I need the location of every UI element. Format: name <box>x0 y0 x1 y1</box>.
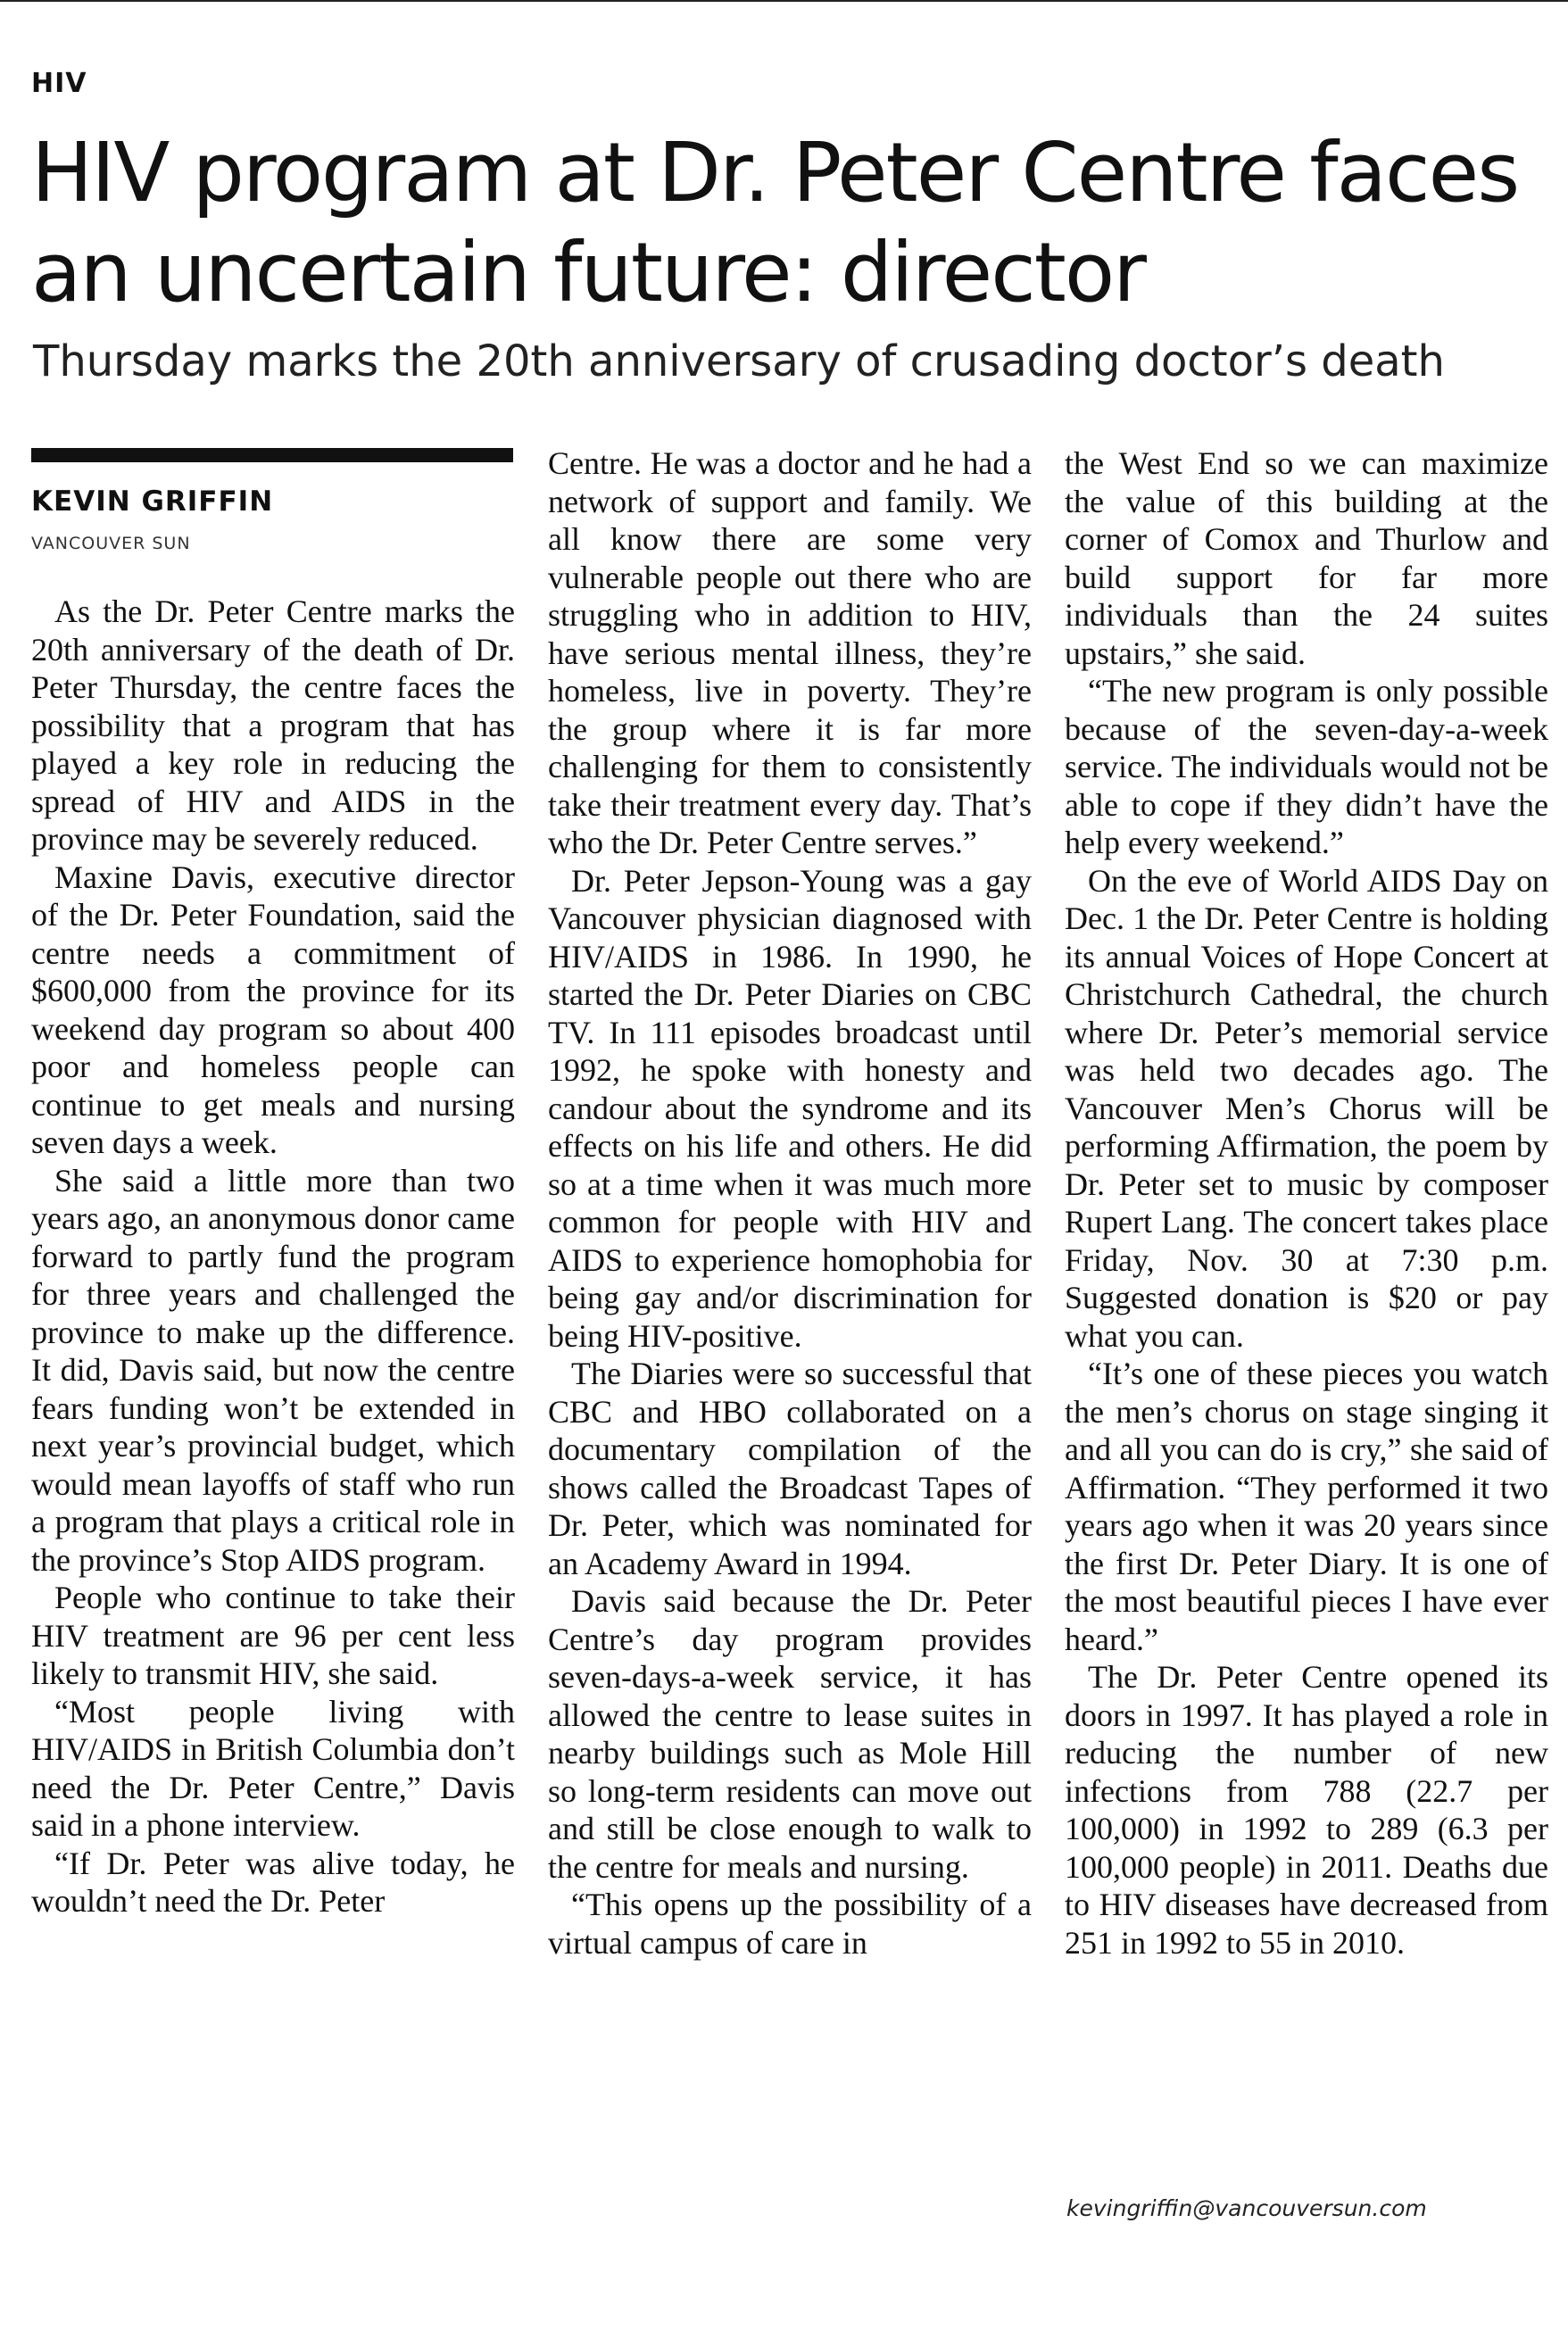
byline-author: KEVIN GRIFFIN <box>31 485 274 518</box>
subheadline: Thursday marks the 20th anniversary of crusading doctor’s death <box>33 336 1445 386</box>
paragraph: “This opens up the possibility of a virtual campus of care in <box>548 1887 1032 1961</box>
paragraph: Dr. Peter Jepson-Young was a gay Vancouver physician diagnosed with HIV/AIDS in 1986. In 1990, he started the Dr. Peter Diaries on CBC TV. In 111 episodes broadcast until 1992, he spoke with honesty and candour about the syndrome and its effects on his life and others. He did so at a time when it was much more common for people with HIV and AIDS to experience homophobia for being gay and/or discrimination for being HIV-positive. <box>548 862 1032 1354</box>
paragraph: “It’s one of these pieces you watch the men’s chorus on stage singing it and all you can do is cry,” she said of Affirmation. “They performed it two years ago when it was 20 years since the first Dr. Peter Diary. It is one of the most beautiful pieces I have ever heard.” <box>1065 1356 1548 1657</box>
headline: HIV program at Dr. Peter Centre faces an uncertain future: director <box>31 125 1519 320</box>
article-column-2 <box>548 444 1032 2292</box>
paragraph: the West End so we can maximize the value of this building at the corner of Comox and Thurlow and build support for far more individuals than the 24 suites upstairs,” she said. <box>1065 445 1548 671</box>
paragraph: The Dr. Peter Centre opened its doors in 1997. It has played a role in reducing the number of new infections from 788 (22.7 per 100,000) in 1992 to 289 (6.3 per 100,000 people) in 2011. Deaths due to HIV diseases have decreased from 251 in 1992 to 55 in 2010. <box>1065 1659 1548 1961</box>
paragraph: The Diaries were so successful that CBC and HBO collaborated on a documentary compilation of the shows called the Broadcast Tapes of Dr. Peter, which was nominated for an Academy Award in 1994. <box>548 1356 1032 1581</box>
paragraph: She said a little more than two years ago, an anonymous donor came forward to partly fund the program for three years and challenged the province to make up the difference. It did, Davis said, but now the centre fears funding won’t be extended in next year’s provincial budget, which would mean layoffs of staff who run a program that plays a critical role in the province’s Stop AIDS program. <box>31 1162 515 1578</box>
article-column-3 <box>1065 444 1548 2194</box>
article-column-1 <box>31 593 515 2288</box>
author-email[interactable]: kevingriffin@vancouversun.com <box>1066 2195 1427 2221</box>
paragraph: As the Dr. Peter Centre marks the 20th anniversary of the death of Dr. Peter Thursday, the centre faces the possibility that a program that has played a key role in reducing the spread of HIV and AIDS in the province may be severely reduced. <box>31 593 515 857</box>
paragraph: “Most people living with HIV/AIDS in British Columbia don’t need the Dr. Peter Centre,” Davis said in a phone interview. <box>31 1693 515 1843</box>
paragraph: Maxine Davis, executive director of the Dr. Peter Foundation, said the centre needs a commitment of $600,000 from the province for its weekend day program so about 400 poor and homeless people can continue to get meals and nursing seven days a week. <box>31 859 515 1160</box>
paragraph: Davis said because the Dr. Peter Centre’s day program provides seven-days-a-week service, it has allowed the centre to lease suites in nearby buildings such as Mole Hill so long-term residents can move out and still be close enough to walk to the centre for meals and nursing. <box>548 1583 1032 1885</box>
byline-source: VANCOUVER SUN <box>31 534 191 553</box>
paragraph: Centre. He was a doctor and he had a network of support and family. We all know there are some very vulnerable people out there who are struggling who in addition to HIV, have serious mental illness, they’re homeless, live in poverty. They’re the group where it is far more challenging for them to consistently take their treatment every day. That’s who the Dr. Peter Centre serves.” <box>548 445 1032 860</box>
section-kicker: HIV <box>31 68 87 99</box>
byline-rule <box>31 448 513 462</box>
paragraph: On the eve of World AIDS Day on Dec. 1 the Dr. Peter Centre is holding its annual Voices of Hope Concert at Christchurch Cathedral, the church where Dr. Peter’s memorial service was held two decades ago. The Vancouver Men’s Chorus will be performing Affirmation, the poem by Dr. Peter set to music by composer Rupert Lang. The concert takes place Friday, Nov. 30 at 7:30 p.m. Suggested donation is $20 or pay what you can. <box>1065 862 1548 1354</box>
top-rule <box>0 0 1568 2</box>
paragraph: “The new program is only possible because of the seven-day-a-week service. The individuals would not be able to cope if they didn’t have the help every weekend.” <box>1065 673 1548 860</box>
paragraph: “If Dr. Peter was alive today, he wouldn’t need the Dr. Peter <box>31 1845 515 1919</box>
paragraph: People who continue to take their HIV treatment are 96 per cent less likely to transmit HIV, she said. <box>31 1580 515 1691</box>
